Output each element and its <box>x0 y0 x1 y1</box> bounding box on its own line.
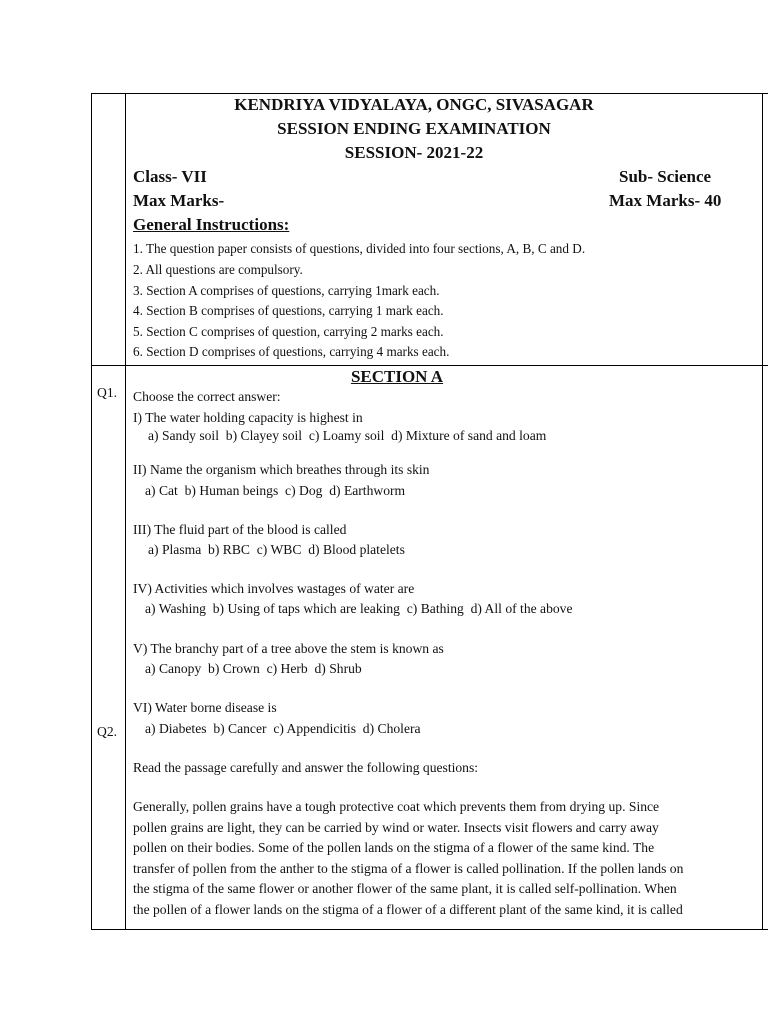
q1-intro: Choose the correct answer: <box>133 389 281 404</box>
q1-part-5-options: a) Canopy b) Crown c) Herb d) Shrub <box>145 661 362 676</box>
passage-line-2: pollen grains are light, they can be carried by wind or water. Insects visit flowers and carry away <box>133 820 659 835</box>
passage-line-6: the pollen of a flower lands on the stigma of a flower of a different plant of the same kind, it is called <box>133 902 683 917</box>
passage-line-4: transfer of pollen from the anther to the stigma of a flower is called pollination. If the pollen lands on <box>133 861 684 876</box>
q1-part-5: V) The branchy part of a tree above the stem is known as <box>133 641 444 656</box>
q2-number: Q2. <box>97 724 118 739</box>
instruction-1: 1. The question paper consists of questions, divided into four sections, A, B, C and D. <box>133 241 586 256</box>
instructions-title: General Instructions: <box>133 215 290 234</box>
instruction-3: 3. Section A comprises of questions, carrying 1mark each. <box>133 283 440 298</box>
session-title: SESSION- 2021-22 <box>344 143 484 162</box>
exam-title: SESSION ENDING EXAMINATION <box>277 119 551 138</box>
q1-part-6-options: a) Diabetes b) Cancer c) Appendicitis d) Cholera <box>145 721 421 736</box>
q1-part-6: VI) Water borne disease is <box>133 700 277 715</box>
section-a-title: SECTION A <box>350 367 444 386</box>
q1-number: Q1. <box>97 385 118 400</box>
instruction-4: 4. Section B comprises of questions, carrying 1 mark each. <box>133 303 444 318</box>
table-border-left <box>91 93 92 930</box>
q2-intro: Read the passage carefully and answer the following questions: <box>133 760 479 775</box>
q1-part-1-options: a) Sandy soil b) Clayey soil c) Loamy soil d) Mixture of sand and loam <box>148 428 547 443</box>
class-label: Class- VII <box>133 167 207 186</box>
max-marks-right: Max Marks- 40 <box>609 191 722 210</box>
q1-part-3-options: a) Plasma b) RBC c) WBC d) Blood platelets <box>148 542 405 557</box>
q1-part-4: IV) Activities which involves wastages of water are <box>133 581 415 596</box>
table-column-divider <box>125 93 126 930</box>
subject-label: Sub- Science <box>619 167 712 186</box>
q1-part-2-options: a) Cat b) Human beings c) Dog d) Earthworm <box>145 483 406 498</box>
instruction-2: 2. All questions are compulsory. <box>133 262 303 277</box>
passage-line-3: pollen on their bodies. Some of the pollen lands on the stigma of a flower of the same kind. The <box>133 840 655 855</box>
q1-part-2: II) Name the organism which breathes through its skin <box>133 462 430 477</box>
q1-part-4-options: a) Washing b) Using of taps which are leaking c) Bathing d) All of the above <box>145 601 573 616</box>
table-row-divider <box>91 365 768 366</box>
q1-part-1: I) The water holding capacity is highest in <box>133 410 363 425</box>
instruction-6: 6. Section D comprises of questions, carrying 4 marks each. <box>133 344 450 359</box>
table-border-right-edge <box>762 93 763 930</box>
school-name: KENDRIYA VIDYALAYA, ONGC, SIVASAGAR <box>234 95 594 114</box>
passage-line-5: the stigma of the same flower or another flower of the same plant, it is called self-pollination. When <box>133 881 677 896</box>
table-border-top <box>91 93 768 94</box>
instruction-5: 5. Section C comprises of question, carrying 2 marks each. <box>133 324 444 339</box>
table-border-bottom <box>91 929 768 930</box>
passage-line-1: Generally, pollen grains have a tough protective coat which prevents them from drying up. Since <box>133 799 660 814</box>
q1-part-3: III) The fluid part of the blood is called <box>133 522 347 537</box>
max-marks-left: Max Marks- <box>133 191 225 210</box>
